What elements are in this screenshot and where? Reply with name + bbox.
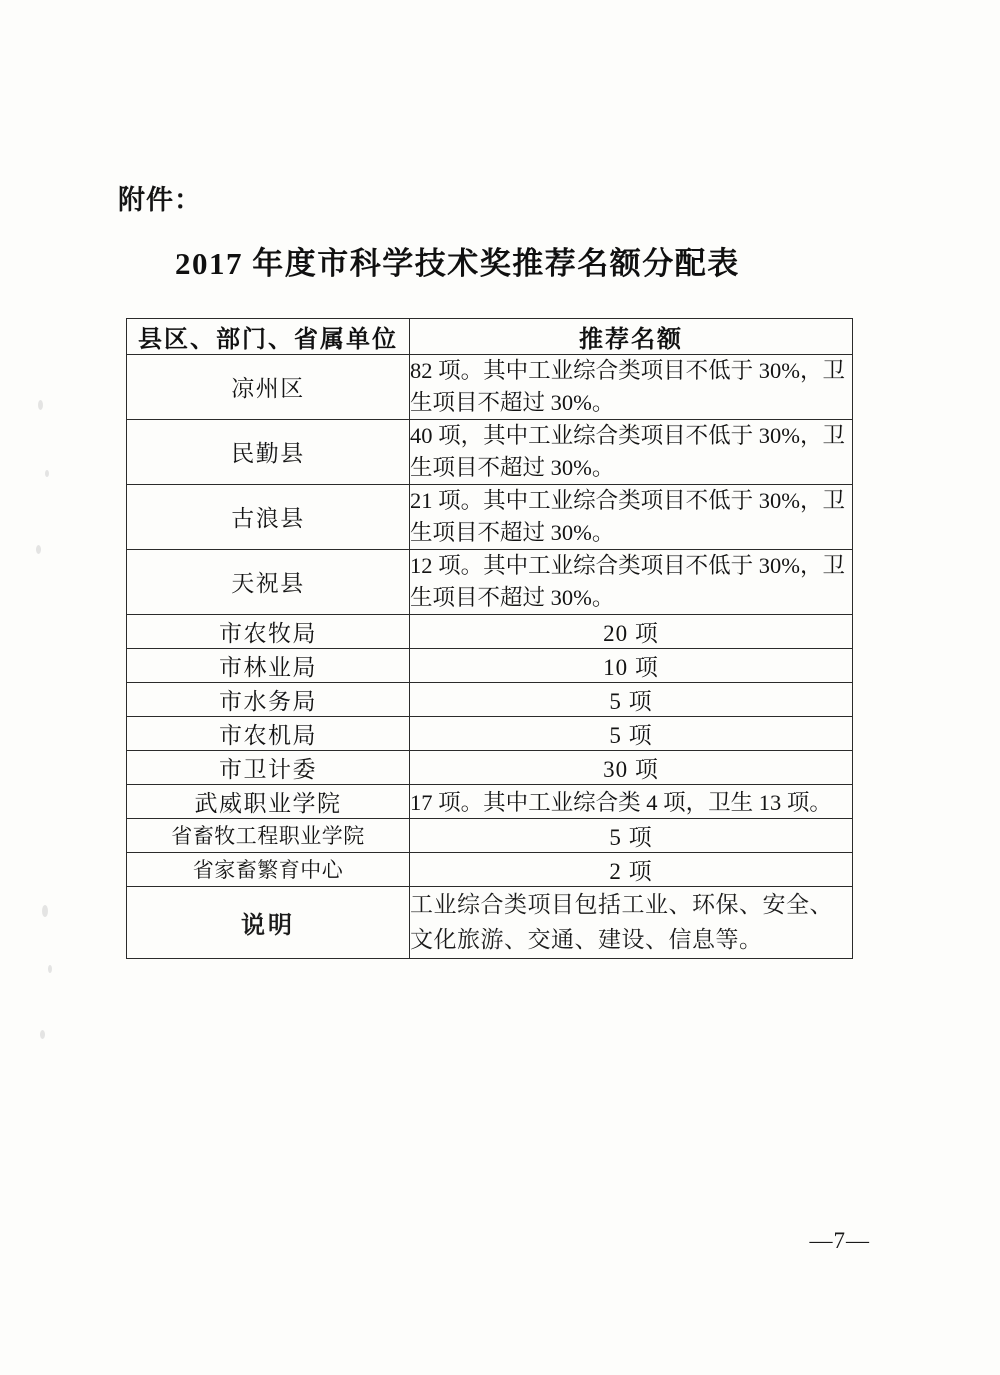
row-quota: 40 项，其中工业综合类项目不低于 30%，卫生项目不超过 30%。 xyxy=(410,419,853,484)
row-unit: 天祝县 xyxy=(127,549,410,614)
row-unit: 民勤县 xyxy=(127,419,410,484)
page-title: 2017 年度市科学技术奖推荐名额分配表 xyxy=(175,246,740,281)
table-row xyxy=(127,355,853,420)
table-row xyxy=(127,614,853,648)
note-text: 工业综合类项目包括工业、环保、安全、文化旅游、交通、建设、信息等。 xyxy=(410,886,853,958)
row-quota: 12 项。其中工业综合类项目不低于 30%，卫生项目不超过 30%。 xyxy=(410,549,853,614)
table-row xyxy=(127,716,853,750)
table-row xyxy=(127,750,853,784)
row-unit: 市水务局 xyxy=(127,682,410,716)
row-quota: 20 项 xyxy=(410,614,853,648)
row-unit: 古浪县 xyxy=(127,484,410,549)
table-header-row xyxy=(127,319,853,355)
row-unit: 省家畜繁育中心 xyxy=(127,852,410,886)
table-row xyxy=(127,784,853,818)
table-row xyxy=(127,419,853,484)
table-row xyxy=(127,682,853,716)
row-quota: 17 项。其中工业综合类 4 项，卫生 13 项。 xyxy=(410,784,853,818)
attachment-label: 附件： xyxy=(118,185,202,215)
table-row xyxy=(127,648,853,682)
table-note-row xyxy=(127,886,853,958)
scan-speckle xyxy=(42,905,48,917)
row-quota: 5 项 xyxy=(410,682,853,716)
row-quota: 82 项。其中工业综合类项目不低于 30%，卫生项目不超过 30%。 xyxy=(410,355,853,420)
row-quota: 21 项。其中工业综合类项目不低于 30%，卫生项目不超过 30%。 xyxy=(410,484,853,549)
row-unit: 市卫计委 xyxy=(127,750,410,784)
table-row xyxy=(127,818,853,852)
row-unit: 凉州区 xyxy=(127,355,410,420)
note-label: 说明 xyxy=(127,886,410,958)
row-quota: 5 项 xyxy=(410,716,853,750)
page-number: —7— xyxy=(809,1228,870,1253)
scan-speckle xyxy=(40,1030,45,1039)
row-quota: 5 项 xyxy=(410,818,853,852)
scan-speckle xyxy=(38,400,43,410)
column-header-unit: 县区、部门、省属单位 xyxy=(127,319,410,355)
row-quota: 30 项 xyxy=(410,750,853,784)
scan-speckle xyxy=(45,470,49,477)
row-unit: 市农机局 xyxy=(127,716,410,750)
row-unit: 市林业局 xyxy=(127,648,410,682)
row-quota: 10 项 xyxy=(410,648,853,682)
row-quota: 2 项 xyxy=(410,852,853,886)
table-row xyxy=(127,549,853,614)
scan-speckle xyxy=(36,545,41,554)
row-unit: 省畜牧工程职业学院 xyxy=(127,818,410,852)
column-header-quota: 推荐名额 xyxy=(410,319,853,355)
table-row xyxy=(127,852,853,886)
quota-allocation-table xyxy=(126,318,853,959)
row-unit: 市农牧局 xyxy=(127,614,410,648)
table-row xyxy=(127,484,853,549)
scan-speckle xyxy=(48,965,52,973)
row-unit: 武威职业学院 xyxy=(127,784,410,818)
